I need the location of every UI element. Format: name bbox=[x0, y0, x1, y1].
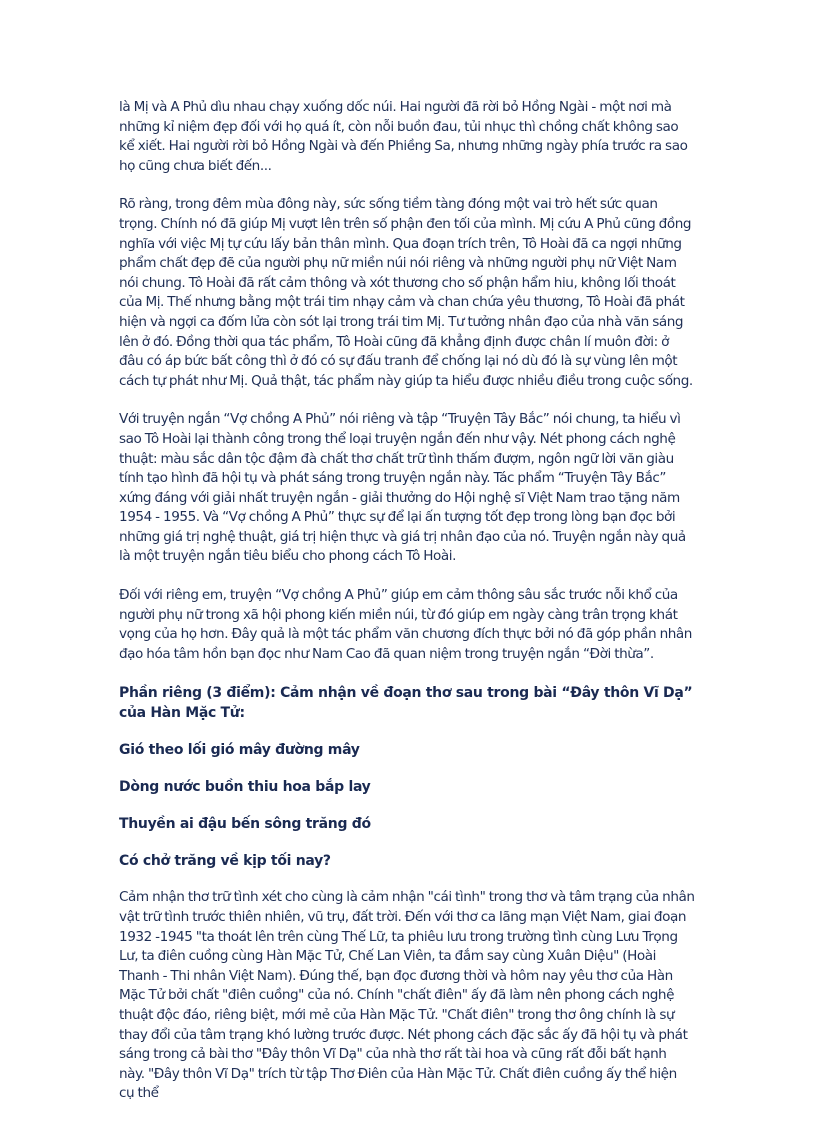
paragraph-4: Đối với riêng em, truyện “Vợ chồng A Phủ” giúp em cảm thông sâu sắc trước nỗi khổ của người phụ nữ trong xã hội phong kiến miền núi, từ đó giúp em ngày càng trân trọng khát vọng của họ hơn. Đây quả là một tác phẩm văn chương đích thực bởi nó đã góp phần nhân đạo hóa tâm hồn bạn đọc như Nam Cao đã quan niệm trong truyện ngắn “Đời thừa”. bbox=[119, 587, 692, 662]
poem-line-2: Dòng nước buồn thiu hoa bắp lay bbox=[119, 779, 371, 796]
poem-line-1: Gió theo lối gió mây đường mây bbox=[119, 742, 360, 759]
paragraph-3: Với truyện ngắn “Vợ chồng A Phủ” nói riêng và tập “Truyện Tây Bắc” nói chung, ta hiểu vì sao Tô Hoài lại thành công trong thể loại truyện ngắn đến như vậy. Nét phong cách nghệ thuật: màu sắc dân tộc đậm đà chất thơ chất trữ tình thấm đượm, ngôn ngữ lời văn giàu tính tạo hình đã hội tụ và phát sáng trong truyện ngắn này. Tác phẩm “Truyện Tây Bắc” xứng đáng với giải nhất truyện ngắn - giải thưởng do Hội nghệ sĩ Việt Nam trao tặng năm 1954 - 1955. Và “Vợ chồng A Phủ” thực sự để lại ấn tượng tốt đẹp trong lòng bạn đọc bởi những giá trị nghệ thuật, giá trị hiện thực và giá trị nhân đạo của nó. Truyện ngắn này quả là một truyện ngắn tiêu biểu cho phong cách Tô Hoài. bbox=[119, 411, 686, 565]
document-page bbox=[119, 98, 695, 1104]
paragraph-2: Rõ ràng, trong đêm mùa đông này, sức sống tiềm tàng đóng một vai trò hết sức quan trọng. Chính nó đã giúp Mị vượt lên trên số phận đen tối của mình. Mị cứu A Phủ cũng đồng nghĩa với việc Mị tự cứu lấy bản thân mình. Qua đoạn trích trên, Tô Hoài đã ca ngợi những phẩm chất đẹp đẽ của người phụ nữ miền núi nói riêng và những người phụ nữ Việt Nam nói chung. Tô Hoài đã rất cảm thông và xót thương cho số phận hẩm hiu, không lối thoát của Mị. Thế nhưng bằng một trái tim nhạy cảm và chan chứa yêu thương, Tô Hoài đã phát hiện và ngợi ca đốm lửa còn sót lại trong trái tim Mị. Tư tưởng nhân đạo của nhà văn sáng lên ở đó. Đồng thời qua tác phẩm, Tô Hoài cũng đã khẳng định được chân lí muôn đời: ở đâu có áp bức bất công thì ở đó có sự đấu tranh để chống lại nó dù đó là sự vùng lên một cách tự phát như Mị. Quả thật, tác phẩm này giúp ta hiểu được nhiều điều trong cuộc sống. bbox=[119, 196, 693, 389]
section-heading: Phần riêng (3 điểm): Cảm nhận về đoạn thơ sau trong bài “Đây thôn Vĩ Dạ” của Hàn Mặc Tử: bbox=[119, 685, 693, 722]
poem-line-3: Thuyền ai đậu bến sông trăng đó bbox=[119, 816, 371, 833]
poem-line-4: Có chở trăng về kịp tối nay? bbox=[119, 853, 331, 870]
paragraph-closing: Cảm nhận thơ trữ tình xét cho cùng là cảm nhận "cái tình" trong thơ và tâm trạng của nhân vật trữ tình trước thiên nhiên, vũ trụ, đất trời. Đến với thơ ca lãng mạn Việt Nam, giai đoạn 1932 -1945 "ta thoát lên trên cùng Thế Lữ, ta phiêu lưu trong trường tình cùng Lưu Trọng Lư, ta điên cuồng cùng Hàn Mặc Tử, Chế Lan Viên, ta đắm say cùng Xuân Diệu" (Hoài Thanh - Thi nhân Việt Nam). Đúng thế, bạn đọc đương thời và hôm nay yêu thơ của Hàn Mặc Tử bởi chất "điên cuồng" của nó. Chính "chất điên" ấy đã làm nên phong cách nghệ thuật độc đáo, riêng biệt, mới mẻ của Hàn Mặc Tử. "Chất điên" trong thơ ông chính là sự thay đổi của tâm trạng khó lường trước được. Nét phong cách đặc sắc ấy đã hội tụ và phát sáng trong cả bài thơ "Đây thôn Vĩ Dạ" của nhà thơ rất tài hoa và cũng rất đỗi bất hạnh này. "Đây thôn Vĩ Dạ" trích từ tập Thơ Điên của Hàn Mặc Tử. Chất điên cuồng ấy thể hiện cụ thể bbox=[119, 889, 695, 1102]
paragraph-1: là Mị và A Phủ dìu nhau chạy xuống dốc núi. Hai người đã rời bỏ Hồng Ngài - một nơi mà những kỉ niệm đẹp đối với họ quá ít, còn nỗi buồn đau, tủi nhục thì chồng chất không sao kể xiết. Hai người rời bỏ Hồng Ngài và đến Phiềng Sa, nhưng những ngày phía trước ra sao họ cũng chưa biết đến... bbox=[119, 99, 688, 174]
